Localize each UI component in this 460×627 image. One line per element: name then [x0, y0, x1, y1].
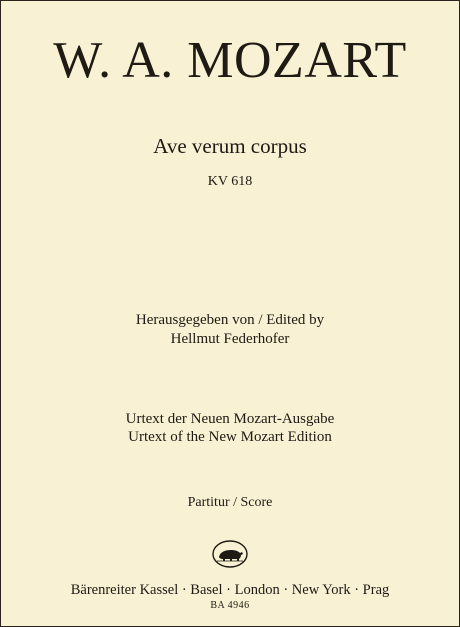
work-title: Ave verum corpus	[153, 134, 307, 158]
bear-logo-svg	[210, 538, 250, 570]
composer-name: W. A. MOZART	[53, 32, 407, 89]
edition-english: Urtext of the New Mozart Edition	[128, 429, 332, 445]
baerenreiter-bear-logo-icon	[210, 538, 250, 570]
score-type: Partitur / Score	[187, 495, 273, 510]
publisher-catalog-number: BA 4946	[210, 600, 250, 611]
editor-credit: Herausgegeben von / Edited by	[135, 312, 325, 328]
catalog-number: KV 618	[207, 174, 253, 189]
publisher-line: Bärenreiter Kassel · Basel · London · New York · Prag	[70, 582, 390, 598]
editor-name: Hellmut Federhofer	[170, 331, 290, 347]
edition-german: Urtext der Neuen Mozart-Ausgabe	[125, 411, 335, 427]
